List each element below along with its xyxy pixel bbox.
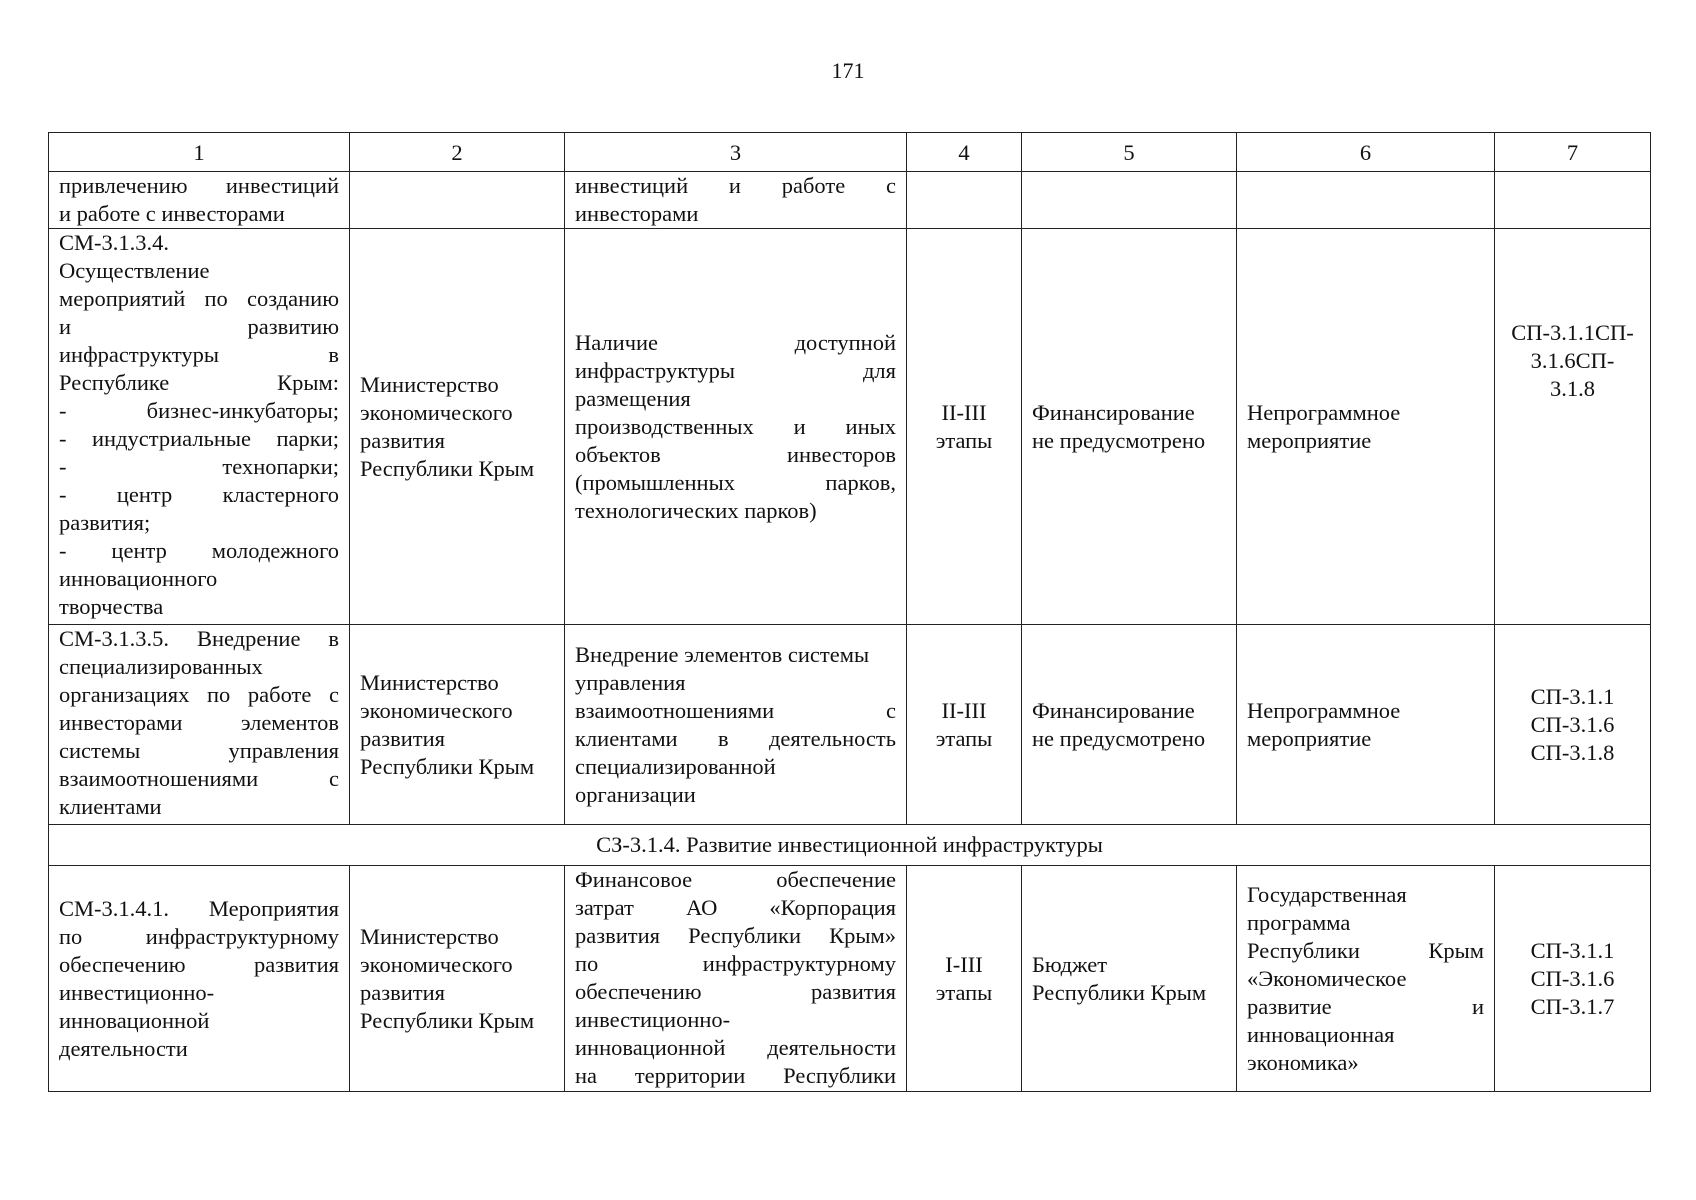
cell-line: Министерство [360, 669, 499, 695]
header-col-2: 2 [350, 133, 565, 172]
cell-line: инвестиций и работе с [575, 173, 896, 198]
cell-line: инновационной [59, 1007, 210, 1033]
result-cell [565, 229, 907, 625]
financing-cell [1022, 625, 1237, 825]
cell-line: Республики Крым [360, 753, 535, 779]
table-row [49, 866, 1651, 1092]
cell-line: инфраструктуры для [575, 357, 896, 383]
cell-line: Финансирование [1032, 399, 1195, 425]
cell-line: Государственная [1247, 881, 1407, 907]
executor-cell [350, 866, 565, 1092]
cell-line: по инфраструктурному [59, 923, 339, 949]
cell-line: и развитию [59, 314, 339, 339]
cell-line: организациях по работе с [59, 682, 339, 707]
stage-cell [907, 625, 1022, 825]
program-cell [1237, 172, 1495, 229]
header-row [49, 133, 1651, 172]
indicator-cell [1495, 866, 1651, 1092]
cell-line: экономика» [1247, 1049, 1359, 1075]
financing-cell [1022, 866, 1237, 1092]
measure-cell [49, 625, 350, 825]
cell-line: Финансовое обеспечение [575, 867, 896, 892]
cell-line: развития [360, 427, 446, 453]
executor-cell [350, 229, 565, 625]
header-col-1: 1 [49, 133, 350, 172]
header-col-6: 6 [1237, 133, 1495, 172]
result-text [575, 866, 896, 1090]
stage-cell [907, 229, 1022, 625]
cell-line: клиентами в деятельность [575, 725, 896, 751]
cell-line: специализированных [59, 654, 263, 679]
table-row [49, 172, 1651, 229]
measure-code: СМ-3.1.3.4. [59, 230, 170, 255]
bullet-item: творчества [59, 594, 164, 619]
cell-line: Наличие доступной [575, 329, 896, 355]
financing-cell [1022, 172, 1237, 229]
cell-line: СП-3.1.7 [1530, 993, 1615, 1019]
cell-line: экономического [360, 399, 513, 425]
indicator-cell [1495, 625, 1651, 825]
bullet-item: развития; [59, 510, 151, 535]
result-cell [565, 625, 907, 825]
measure-cell [49, 866, 350, 1092]
table-row [49, 229, 1651, 625]
cell-line: и работе с инвесторами [59, 201, 285, 226]
cell-line: «Экономическое [1247, 965, 1407, 991]
cell-line: обеспечению развития [59, 951, 339, 977]
header-col-7: 7 [1495, 133, 1651, 172]
cell-line: Бюджет [1032, 951, 1108, 977]
cell-line: СП-3.1.8 [1530, 739, 1615, 765]
bullet-item: инновационного [59, 566, 218, 591]
cell-line: обеспечению развития [575, 979, 896, 1004]
result-cell [565, 172, 907, 229]
cell-line: мероприятие [1247, 427, 1372, 453]
measures-table [48, 132, 1651, 1092]
cell-line: развития [360, 725, 446, 751]
cell-line: 3.1.8 [1550, 376, 1595, 401]
cell-line: развитие и [1247, 993, 1484, 1019]
cell-line: не предусмотрено [1032, 725, 1206, 751]
program-cell [1237, 866, 1495, 1092]
cell-line: Внедрение элементов системы [575, 641, 870, 667]
cell-line: взаимоотношениями с [59, 766, 339, 791]
bullet-item: - бизнес-инкубаторы; [59, 398, 339, 423]
cell-line: Осуществление [59, 258, 210, 283]
stage-cell [907, 866, 1022, 1092]
executor-cell [350, 172, 565, 229]
indicator-cell [1495, 229, 1651, 625]
cell-line: этапы [935, 725, 993, 751]
cell-line: управления [575, 669, 686, 695]
program-cell [1237, 625, 1495, 825]
cell-line: Непрограммное [1247, 697, 1401, 723]
cell-line: размещения [575, 385, 691, 411]
cell-line: СП-3.1.6 [1530, 711, 1615, 737]
cell-line: СМ-3.1.4.1. Мероприятия [59, 895, 339, 921]
header-col-4: 4 [907, 133, 1022, 172]
program-cell [1237, 229, 1495, 625]
result-cell [565, 866, 907, 1092]
cell-line: Непрограммное [1247, 399, 1401, 425]
cell-line: II-III [941, 399, 987, 425]
cell-line: экономического [360, 697, 513, 723]
cell-line: на территории Республики [575, 1063, 896, 1088]
cell-line: (промышленных парков, [575, 469, 896, 495]
cell-line: развития Республики Крым» [575, 923, 896, 948]
bullet-item: - технопарки; [59, 454, 339, 479]
section-title: СЗ-3.1.4. Развитие инвестиционной инфраструктуры [49, 825, 1651, 866]
cell-line: Республики Крым [1032, 979, 1207, 1005]
indicator-cell [1495, 172, 1651, 229]
cell-line: II-III [941, 697, 987, 723]
cell-line: Республики Крым [1247, 937, 1484, 963]
cell-line: инвесторами элементов [59, 710, 339, 735]
cell-line: инновационной деятельности [575, 1035, 896, 1060]
executor-cell [350, 625, 565, 825]
cell-line: инфраструктуры в [59, 342, 339, 367]
cell-line: СП-3.1.6 [1530, 965, 1615, 991]
measure-cell [49, 229, 350, 625]
cell-line: этапы [935, 979, 993, 1005]
header-col-5: 5 [1022, 133, 1237, 172]
cell-line: СМ-3.1.3.5. Внедрение в [59, 626, 339, 651]
cell-line: СП-3.1.1 [1530, 937, 1615, 963]
cell-line: привлечению инвестиций [59, 173, 339, 198]
cell-line: Министерство [360, 923, 499, 949]
cell-line: взаимоотношениями с [575, 697, 896, 723]
cell-line: этапы [935, 427, 993, 453]
cell-line: 3.1.6СП- [1530, 348, 1615, 373]
cell-line: инновационная [1247, 1021, 1395, 1047]
cell-line: СП-3.1.1 [1530, 683, 1615, 709]
cell-line: системы управления [59, 738, 339, 763]
header-col-3: 3 [565, 133, 907, 172]
cell-line: Республики Крым [360, 1007, 535, 1033]
cell-line: СП-3.1.1СП- [1511, 320, 1634, 345]
financing-cell [1022, 229, 1237, 625]
cell-line: деятельности [59, 1035, 188, 1061]
cell-line: мероприятий по созданию [59, 286, 339, 311]
cell-line: Министерство [360, 371, 499, 397]
cell-line: по инфраструктурному [575, 951, 896, 976]
cell-line: инвестиционно- [59, 979, 215, 1005]
cell-line: технологических парков) [575, 497, 817, 523]
cell-line: развития [360, 979, 446, 1005]
cell-line: программа [1247, 909, 1351, 935]
cell-line: Республики Крым [360, 455, 535, 481]
cell-line: не предусмотрено [1032, 427, 1206, 453]
stage-cell [907, 172, 1022, 229]
cell-line: организации [575, 781, 696, 807]
table-row [49, 625, 1651, 825]
cell-line: производственных и иных [575, 413, 896, 439]
cell-line: I-III [945, 951, 983, 977]
bullet-item: - центр кластерного [59, 482, 339, 507]
cell-line: клиентами [59, 794, 162, 819]
cell-line: затрат АО «Корпорация [575, 895, 896, 920]
bullet-item: - индустриальные парки; [59, 426, 339, 451]
bullet-item: - центр молодежного [59, 538, 339, 563]
cell-line: экономического [360, 951, 513, 977]
cell-line: мероприятие [1247, 725, 1372, 751]
cell-line: Финансирование [1032, 697, 1195, 723]
page-number: 171 [831, 58, 865, 83]
cell-line: объектов инвесторов [575, 441, 896, 467]
section-row [49, 825, 1651, 866]
cell-line: инвестиционно- [575, 1007, 731, 1032]
cell-line: Республике Крым: [59, 370, 339, 395]
cell-line: инвесторами [575, 201, 699, 226]
measure-cell [49, 172, 350, 229]
cell-line: специализированной [575, 753, 776, 779]
